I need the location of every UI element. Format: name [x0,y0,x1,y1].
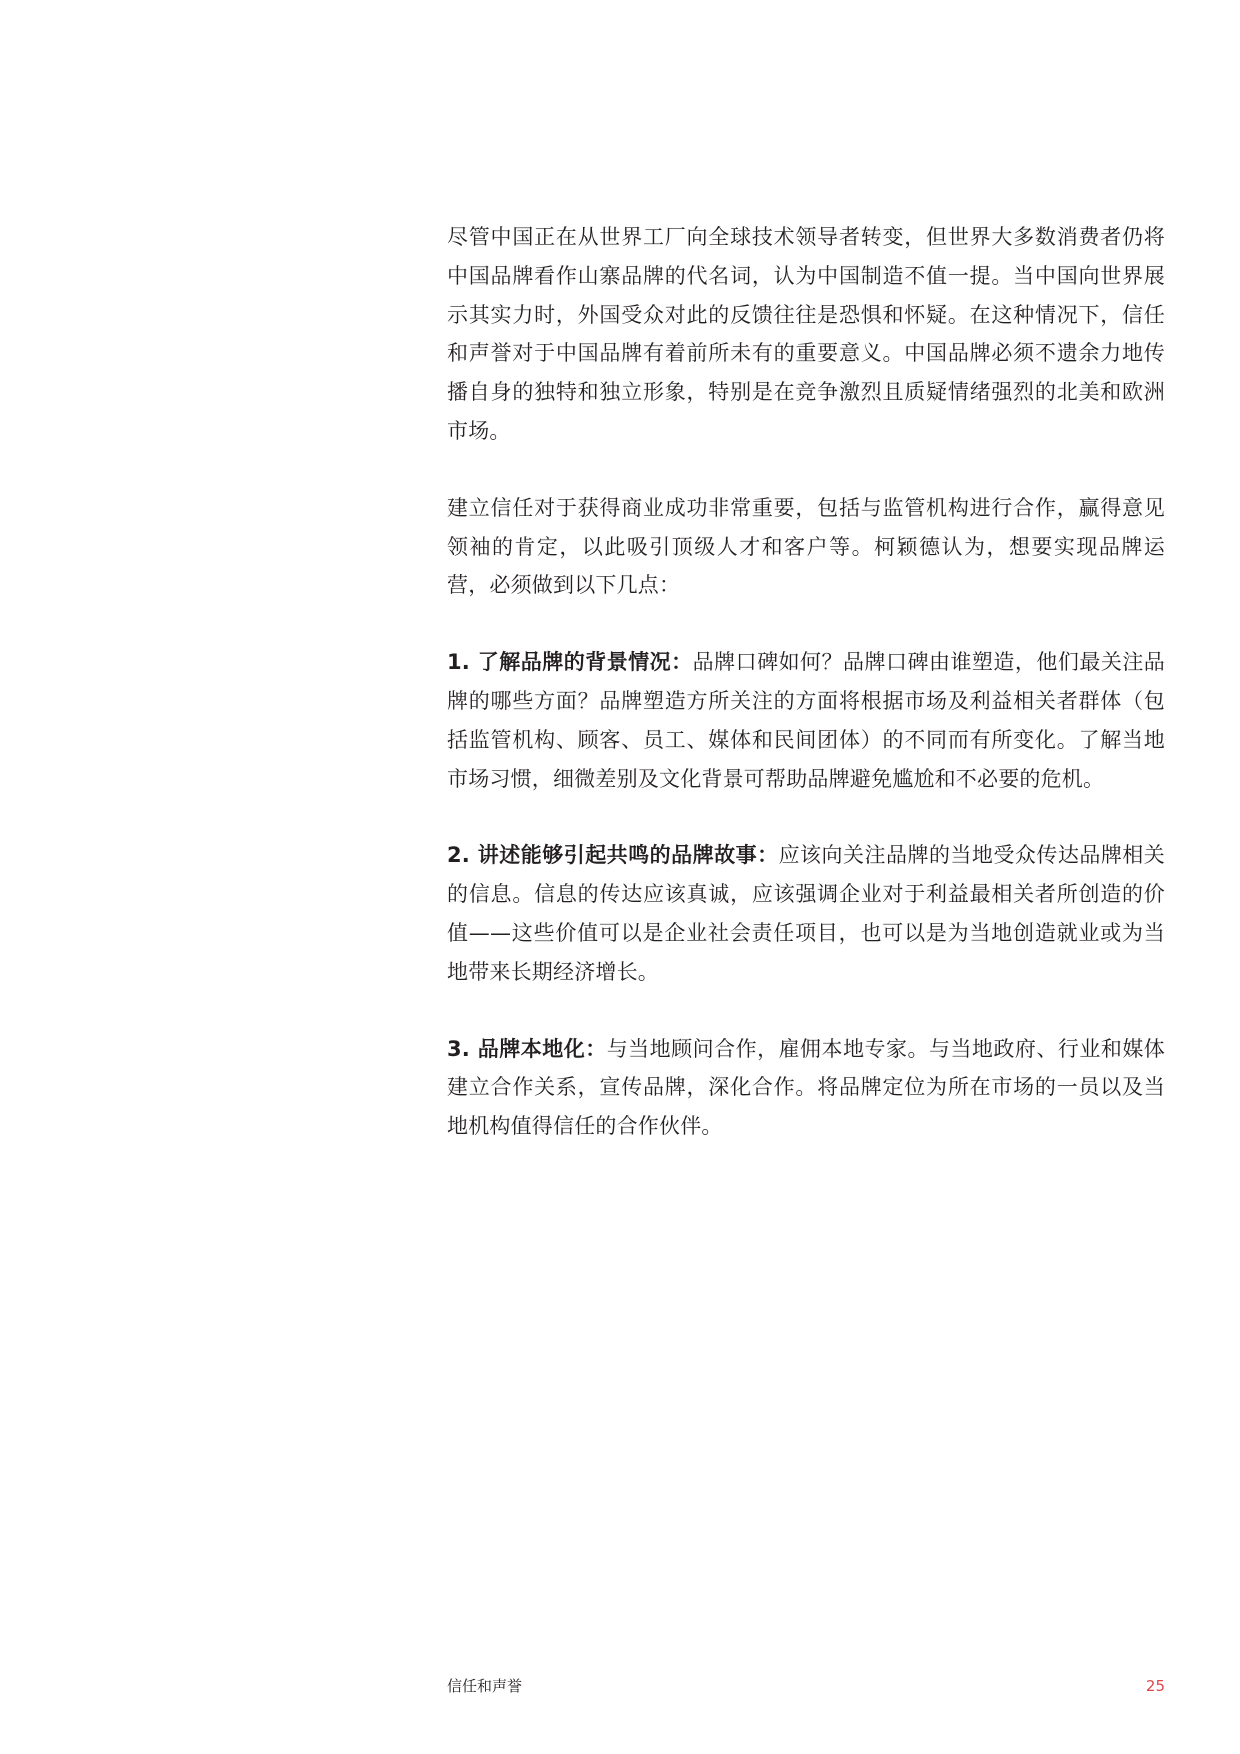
point-heading: 2. 讲述能够引起共鸣的品牌故事： [447,843,779,868]
point-text: 与当地顾问合作，雇佣本地专家。与当地政府、行业和媒体建立合作关系，宣传品牌，深化合作。将品牌定位为所在市场的一员以及当地机构值得信任的合作伙伴。 [447,1036,1166,1139]
point-text: 品牌口碑如何？品牌口碑由谁塑造，他们最关注品牌的哪些方面？品牌塑造方所关注的方面将根据市场及利益相关者群体（包括监管机构、顾客、员工、媒体和民间团体）的不同而有所变化。了解当地市场习惯，细微差别及文化背景可帮助品牌避免尴尬和不必要的危机。 [447,650,1166,791]
point-text: 应该向关注品牌的当地受众传达品牌相关的信息。信息的传达应该真诚，应该强调企业对于利益最相关者所创造的价值——这些价值可以是企业社会责任项目，也可以是为当地创造就业或为当地带来长期经济增长。 [447,843,1165,984]
point-item-2 [447,836,1165,991]
point-item-3 [447,1030,1165,1146]
point-item-1 [447,643,1165,798]
article-body [447,218,1165,1146]
point-heading: 3. 品牌本地化： [447,1036,607,1061]
point-heading: 1. 了解品牌的背景情况： [447,650,693,675]
page-number: 25 [1145,1677,1165,1695]
footer-section-title: 信任和声誉 [447,1677,523,1695]
trust-paragraph: 建立信任对于获得商业成功非常重要，包括与监管机构进行合作，赢得意见领袖的肯定，以此吸引顶级人才和客户等。柯颖德认为，想要实现品牌运营，必须做到以下几点： [447,495,1165,598]
intro-paragraph: 尽管中国正在从世界工厂向全球技术领导者转变，但世界大多数消费者仍将中国品牌看作山寨品牌的代名词，认为中国制造不值一提。当中国向世界展示其实力时，外国受众对此的反馈往往是恐惧和怀疑。在这种情况下，信任和声誉对于中国品牌有着前所未有的重要意义。中国品牌必须不遗余力地传播自身的独特和独立形象，特别是在竞争激烈且质疑情绪强烈的北美和欧洲市场。 [447,225,1165,443]
